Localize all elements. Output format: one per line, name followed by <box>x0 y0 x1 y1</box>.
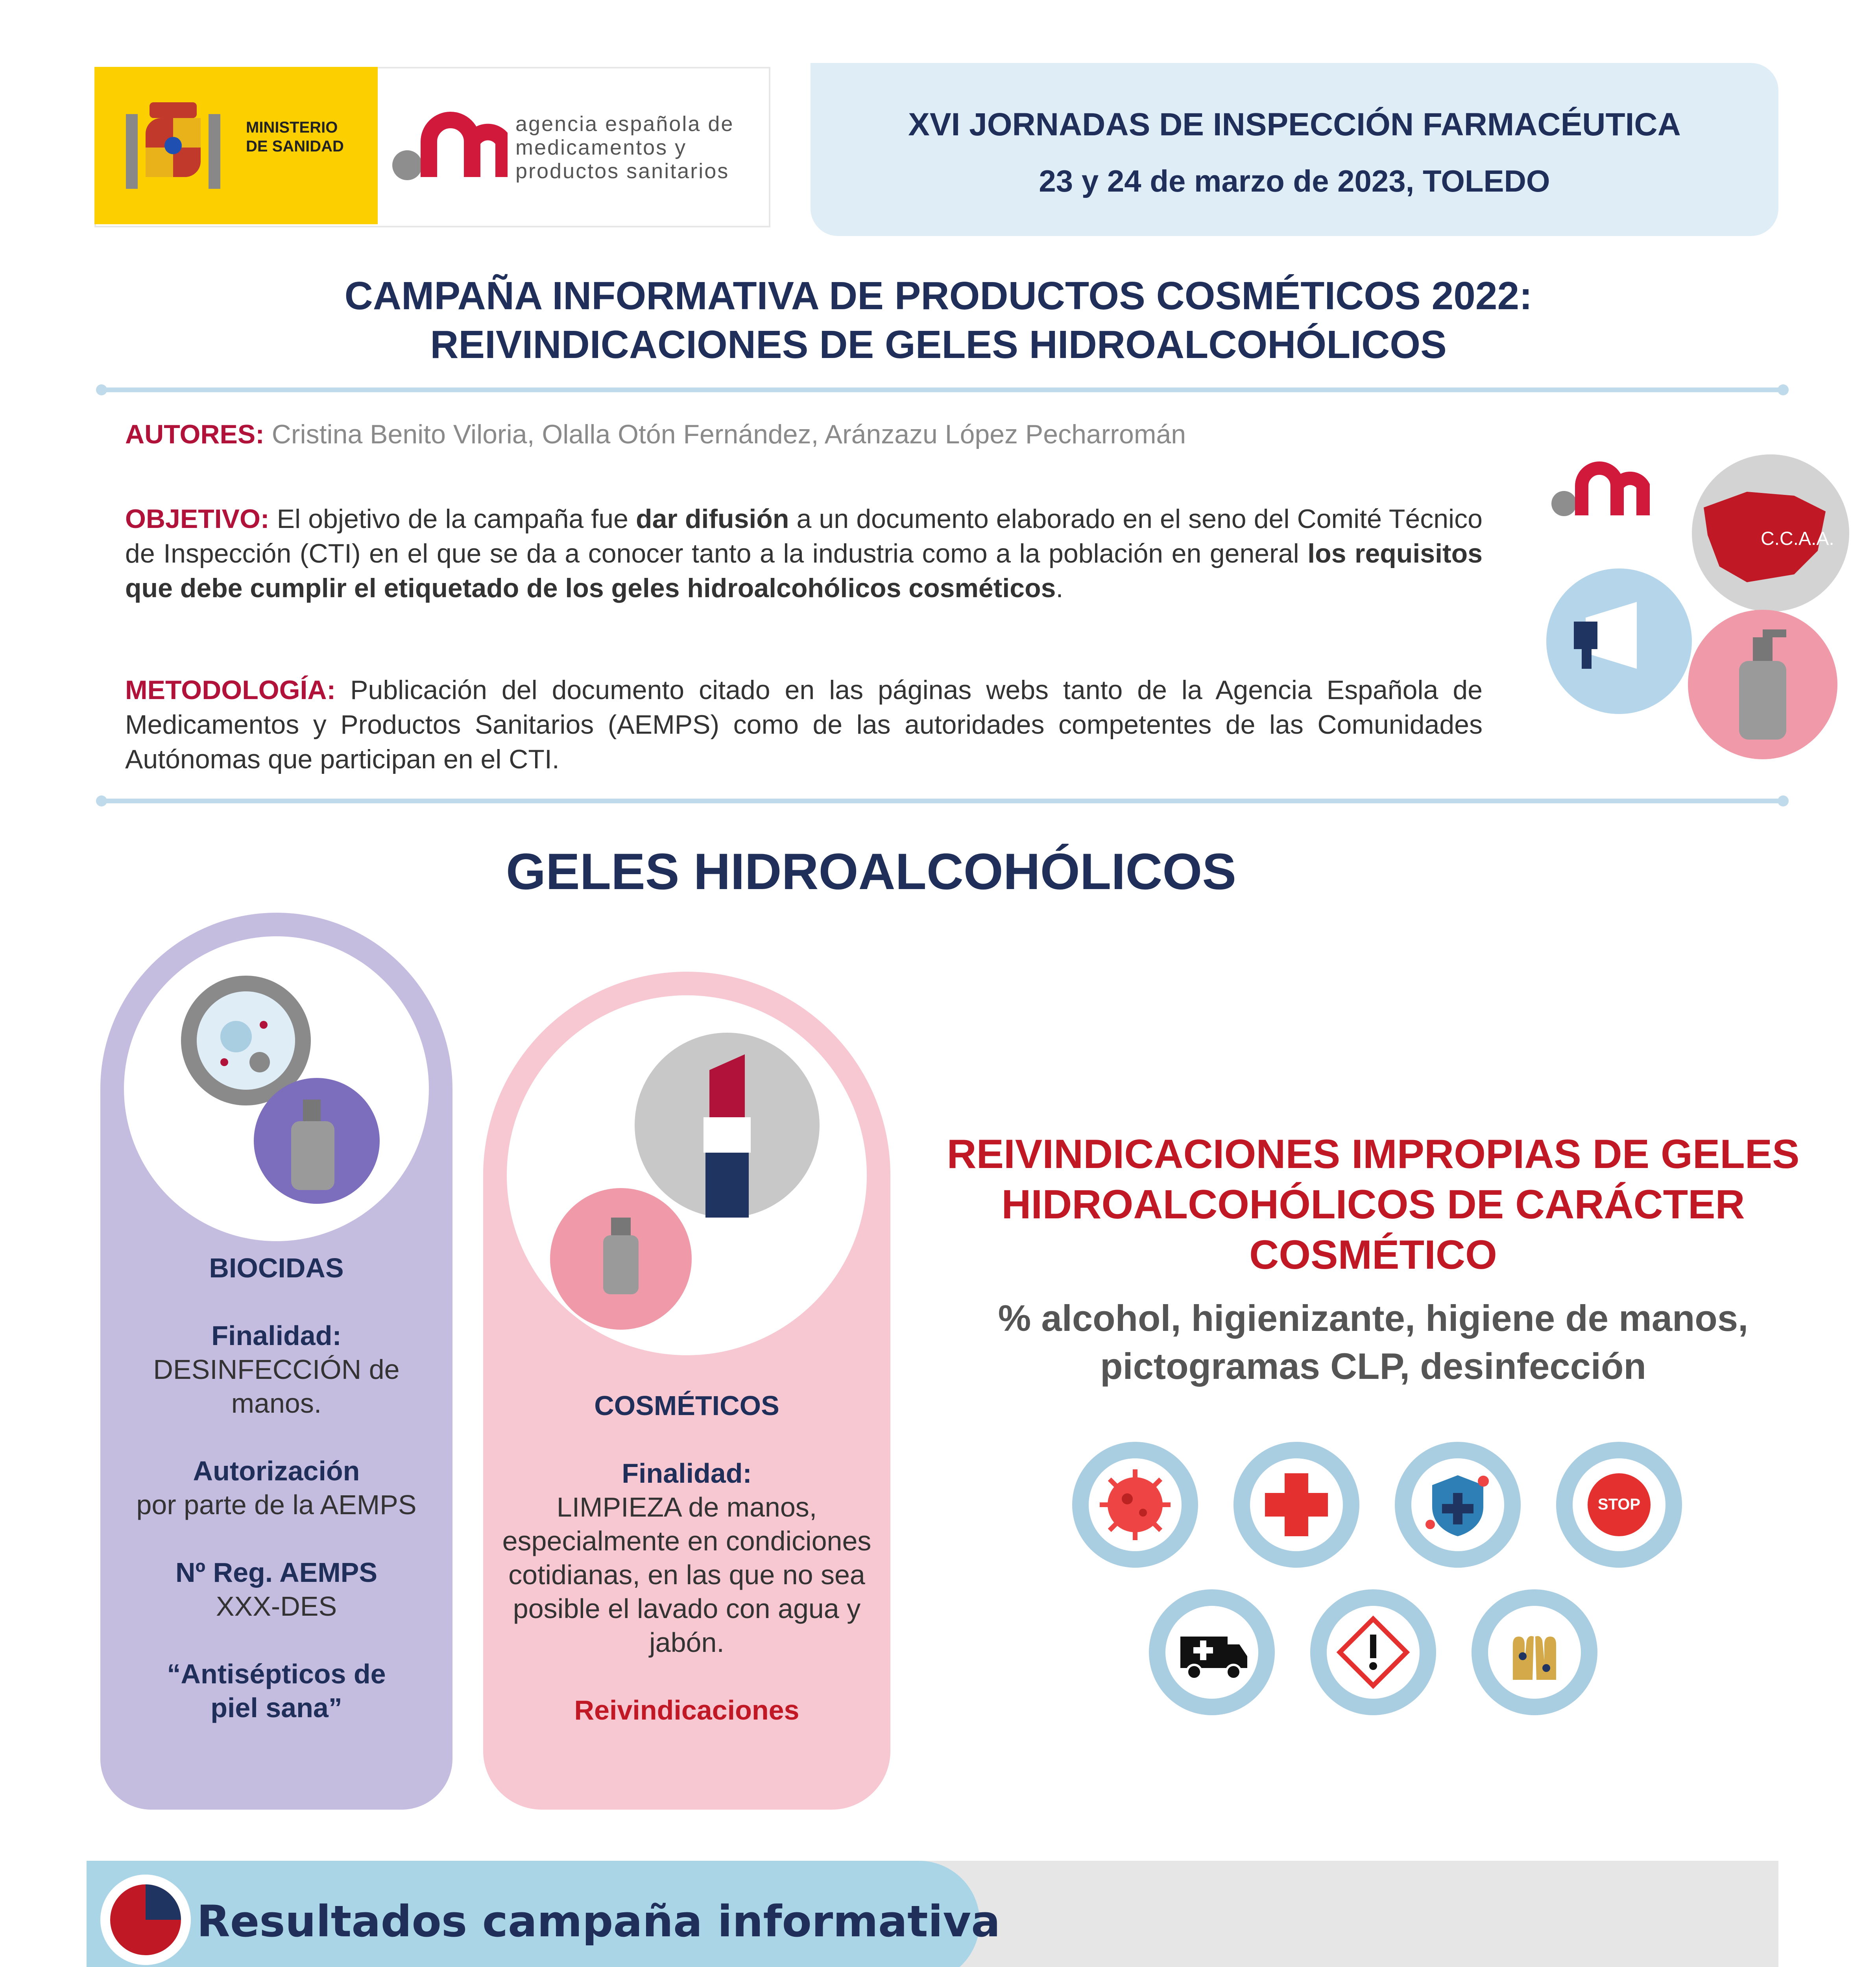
authors-label: AUTORES: <box>125 419 264 449</box>
ambulance-icon <box>1149 1589 1275 1715</box>
biocides-autorizacion-label: Autorización <box>193 1456 360 1486</box>
divider <box>98 799 1786 803</box>
coat-of-arms-icon <box>114 87 232 205</box>
cosmetics-text <box>483 1389 890 1727</box>
ccaa-label: C.C.A.A. <box>1761 528 1834 549</box>
page-title <box>79 271 1798 369</box>
improper-claims-title: REIVINDICACIONES IMPROPIAS DE GELES HIDROALCOHÓLICOS DE CARÁCTER COSMÉTICO <box>947 1131 1800 1278</box>
objective-bold-1: dar difusión <box>636 504 789 534</box>
biocides-autorizacion-text: por parte de la AEMPS <box>136 1489 417 1520</box>
red-cross-icon <box>1233 1442 1359 1568</box>
biocides-reg-text: XXX-DES <box>216 1591 337 1622</box>
objective-label: OBJETIVO: <box>125 504 270 534</box>
biocides-text <box>100 1251 452 1725</box>
methodology-label: METODOLOGÍA: <box>125 675 336 705</box>
biocides-title: BIOCIDAS <box>209 1253 344 1283</box>
cosmetics-icon-circle <box>507 995 867 1355</box>
objective-text-3: . <box>1056 573 1064 603</box>
biocides-icon-circle <box>124 936 429 1241</box>
objective <box>125 502 1483 605</box>
section-title: GELES HIDROALCOHÓLICOS <box>506 843 1237 900</box>
title-line-1: CAMPAÑA INFORMATIVA DE PRODUCTOS COSMÉTICOS 2022: <box>344 274 1533 318</box>
agency-name: agencia española de medicamentos y productos sanitarios <box>515 112 734 183</box>
cosmetics-reivindicaciones: Reivindicaciones <box>574 1695 800 1725</box>
virus-icon <box>1072 1442 1198 1568</box>
authors <box>125 417 1483 452</box>
shield-virus-icon <box>1395 1442 1521 1568</box>
divider <box>98 387 1786 392</box>
pie-chart-icon <box>96 1871 195 1967</box>
objective-text-2: a un documento elaborado en el seno del Comité Técnico de Inspección (CTI) en el que se da a conocer tanto a la industria como a la población en general <box>125 504 1483 568</box>
ministry-logo <box>94 67 378 224</box>
cosmetics-finalidad-label: Finalidad: <box>622 1458 752 1489</box>
spain-map-icon <box>1692 454 1849 612</box>
hands-sanitize-icon <box>1472 1589 1597 1715</box>
biocides-reg-label: Nº Reg. AEMPS <box>175 1557 378 1588</box>
biocides-quote: “Antisépticos de piel sana” <box>167 1659 386 1723</box>
megaphone-icon <box>1546 568 1692 714</box>
methodology <box>125 673 1483 777</box>
stop-virus-icon <box>1556 1442 1682 1568</box>
methodology-text: Publicación del documento citado en las páginas webs tanto de la Agencia Española de Medicamentos y Productos Sanitarios (AEMPS) como de las autoridades competentes de las Comunidades Autónomas que participan en el CTI. <box>125 675 1483 774</box>
aemps-logo-icon <box>390 106 508 185</box>
authors-names: Cristina Benito Viloria, Olalla Otón Fernández, Aránzazu López Pecharromán <box>271 419 1186 449</box>
conference-date: 23 y 24 de marzo de 2023, TOLEDO <box>1039 164 1550 198</box>
campaign-icons-cluster <box>1542 448 1849 771</box>
lipstick-spray-icon <box>507 995 867 1355</box>
stop-label: STOP <box>1597 1496 1641 1513</box>
bacteria-sanitizer-icon <box>124 936 429 1241</box>
objective-text-1: El objetivo de la campaña fue <box>277 504 636 534</box>
objective-bold-2: los requisitos que debe cumplir el etiquetado de los geles hidroalcohólicos cosméticos <box>125 539 1483 603</box>
biocides-finalidad-label: Finalidad: <box>211 1320 342 1351</box>
hazard-pictogram-icon <box>1310 1589 1436 1715</box>
ministry-name: MINISTERIO DE SANIDAD <box>246 119 344 155</box>
title-line-2: REIVINDICACIONES DE GELES HIDROALCOHÓLICOS <box>430 323 1447 367</box>
cosmetics-finalidad-text: LIMPIEZA de manos, especialmente en condiciones cotidianas, en las que no sea posible el lavado con agua y jabón. <box>502 1492 872 1658</box>
aemps-small-icon <box>1551 468 1643 516</box>
conference-title: XVI JORNADAS DE INSPECCIÓN FARMACÉUTICA <box>908 107 1681 142</box>
biocides-finalidad-text: DESINFECCIÓN de manos. <box>153 1354 400 1419</box>
results-title: Resultados campaña informativa <box>197 1896 1001 1947</box>
improper-claims-subtitle: % alcohol, higienizante, higiene de manos, pictogramas CLP, desinfección <box>998 1297 1749 1387</box>
cosmetics-title: COSMÉTICOS <box>594 1390 779 1421</box>
conference-banner <box>811 63 1778 236</box>
gel-bottle-icon <box>1688 610 1837 759</box>
